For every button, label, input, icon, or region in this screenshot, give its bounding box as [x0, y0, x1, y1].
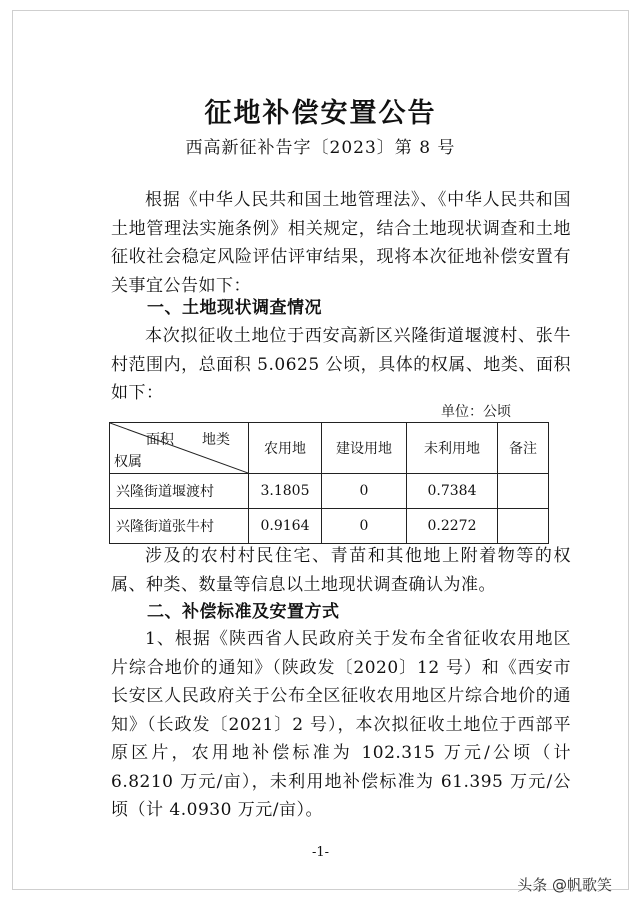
document-title: 征地补偿安置公告 [204, 98, 437, 129]
header-construction: 建设用地 [322, 423, 407, 474]
section2-paragraph: 1、根据《陕西省人民政府关于发布全省征收农用地区片综合地价的通知》（陕政发〔2020〕12 号）和《西安市长安区人民政府关于公布全区征收农用地区片综合地价的通知》（长政发〔2021〕2 号），本次拟征收土地位于西部平原区片，农用地补偿标准为 102.315 万元/公顷（计 6.8210 万元/亩），未利用地补偿标准为 61.395 万元/公顷（计 4.0930 万元/亩）。 [111, 629, 571, 820]
table-unit: 单位：公顷 [441, 404, 511, 420]
document-number: 西高新征补告字〔2023〕第 8 号 [185, 138, 456, 158]
after-table-paragraph: 涉及的农村村民住宅、青苗和其他地上附着物等的权属、种类、数量等信息以土地现状调查确认为准。 [111, 546, 571, 595]
cell-note [498, 509, 549, 544]
land-table [109, 422, 549, 544]
row-name: 兴隆街道堰渡村 [110, 474, 249, 509]
table-corner-cell [110, 423, 249, 474]
section1-paragraph: 本次拟征收土地位于西安高新区兴隆街道堰渡村、张牛村范围内，总面积 5.0625 公顷，具体的权属、地类、面积如下： [111, 326, 571, 403]
cell-farmland: 3.1805 [249, 474, 322, 509]
intro-paragraph: 根据《中华人民共和国土地管理法》、《中华人民共和国土地管理法实施条例》相关规定，结合土地现状调查和土地征收社会稳定风险评估评审结果，现将本次征地补偿安置有关事宜公告如下： [111, 190, 571, 296]
cell-farmland: 0.9164 [249, 509, 322, 544]
section2-heading: 二、补偿标准及安置方式 [147, 602, 340, 622]
section1-heading: 一、土地现状调查情况 [147, 298, 322, 318]
cell-unused: 0.7384 [407, 474, 498, 509]
watermark: 头条 @帆歌笑 [517, 876, 612, 894]
table-header-row [110, 423, 549, 474]
cell-note [498, 474, 549, 509]
header-farmland: 农用地 [249, 423, 322, 474]
header-note: 备注 [498, 423, 549, 474]
cell-construction: 0 [322, 509, 407, 544]
document-page [12, 10, 629, 890]
corner-label-top: 面积 地类 [146, 432, 230, 448]
table-row [110, 509, 549, 544]
table-row [110, 474, 549, 509]
row-name: 兴隆街道张牛村 [110, 509, 249, 544]
corner-label-bottom: 权属 [114, 454, 142, 470]
header-unused: 未利用地 [407, 423, 498, 474]
cell-unused: 0.2272 [407, 509, 498, 544]
cell-construction: 0 [322, 474, 407, 509]
page-number: -1- [311, 845, 330, 860]
